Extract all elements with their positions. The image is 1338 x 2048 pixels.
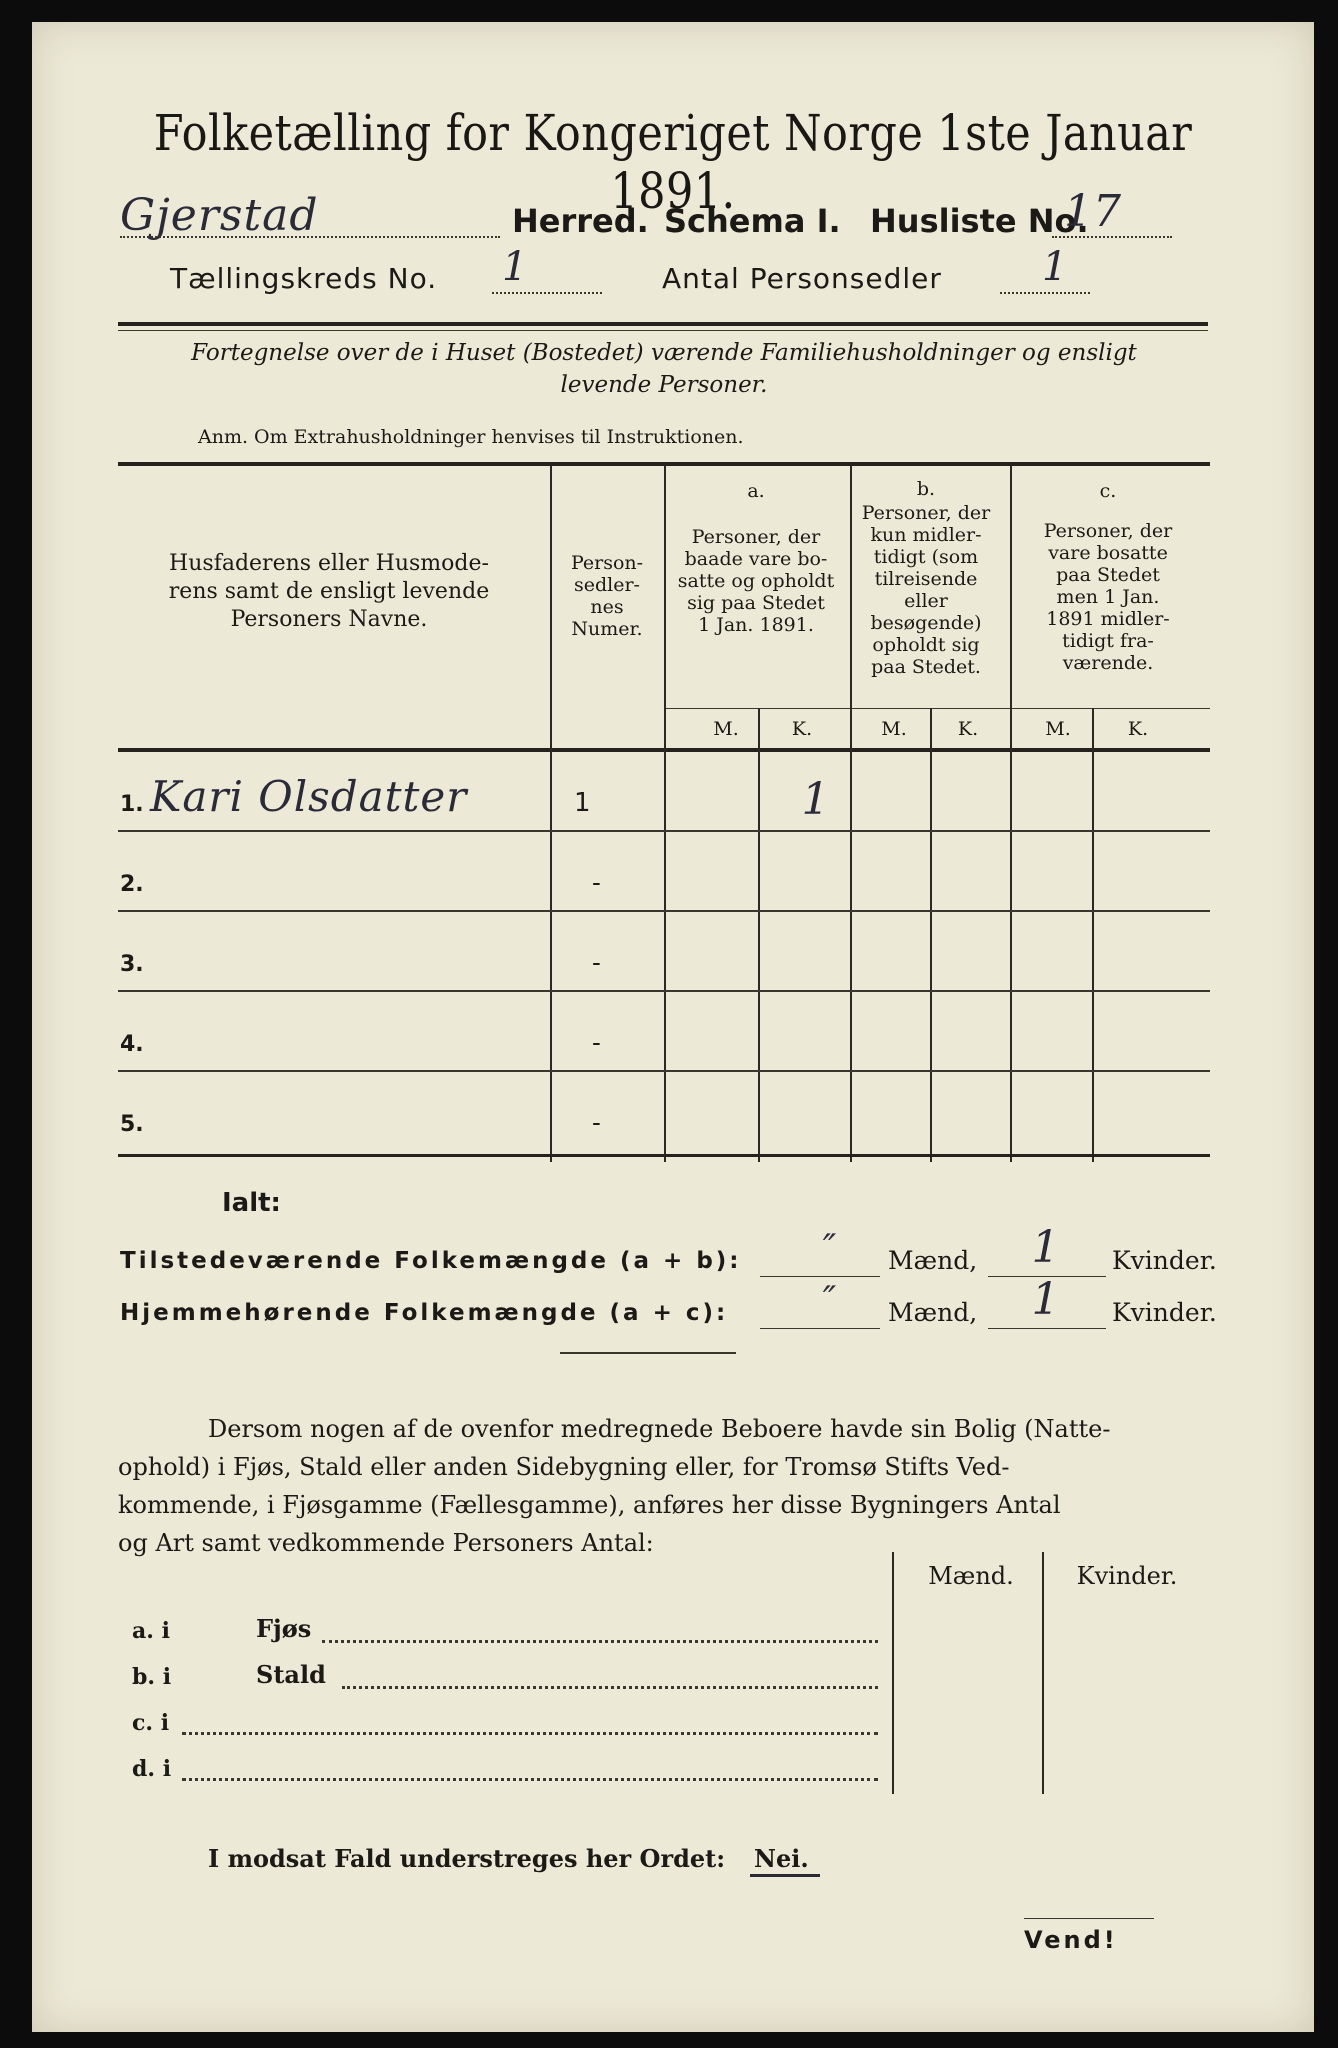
building-row-a-label: Fjøs: [256, 1614, 312, 1643]
col-num-line-2: sedler-: [574, 574, 640, 596]
col-a-header: [666, 526, 846, 636]
row-1-no: 1.: [120, 792, 144, 817]
col-name-line-3: Personers Navne.: [230, 607, 428, 632]
col-c-line-7: værende.: [1062, 652, 1154, 674]
total-line-1-maend: Mænd,: [888, 1246, 978, 1275]
row-1-num: 1: [574, 788, 591, 818]
intro-line-2: levende Personer.: [560, 372, 768, 398]
col-name-header: [118, 550, 540, 634]
total-line-2-k-rule: [988, 1328, 1106, 1329]
col-c-line-4: men 1 Jan.: [1056, 586, 1160, 608]
row-1-a-k: 1: [801, 774, 831, 825]
b-k-label: K.: [957, 718, 979, 740]
row-4-num: -: [592, 1028, 601, 1058]
total-line-2-m-rule: [760, 1328, 880, 1329]
col-b-letter: b.: [916, 478, 936, 500]
col-b-line-1: Personer, der: [861, 502, 991, 524]
intro-line-1: Fortegnelse over de i Huset (Bostedet) værende Familiehusholdninger og ensligt: [191, 340, 1137, 366]
col-num-header: [552, 552, 662, 640]
col-b-line-5: eller: [904, 590, 948, 612]
building-row-d-letter: d. i: [132, 1756, 172, 1782]
building-row-b-dots: [342, 1686, 878, 1689]
col-a-line-1: Personer, der: [691, 526, 821, 548]
col-c-line-5: 1891 midler-: [1046, 608, 1170, 630]
buildings-kvinder-header: Kvinder.: [1076, 1562, 1178, 1590]
col-c-header: [1008, 520, 1208, 674]
total-line-2-kvinder: Kvinder.: [1112, 1298, 1217, 1327]
nei-line: I modsat Fald understreges her Ordet:: [208, 1844, 726, 1873]
buildings-line-3: kommende, i Fjøsgamme (Fællesgamme), anføres her disse Bygningers Antal: [118, 1491, 1061, 1519]
census-form-page: [32, 22, 1314, 2032]
a-k-label: K.: [791, 718, 813, 740]
row-1-line: [118, 830, 1210, 832]
row-2-line: [118, 910, 1210, 912]
total-line-2-maend: Mænd,: [888, 1298, 978, 1327]
building-row-c-dots: [182, 1732, 878, 1735]
col-b-line-7: opholdt sig: [872, 634, 980, 656]
anm-note: Anm. Om Extrahusholdninger henvises til Instruktionen.: [198, 426, 744, 448]
vline-c-mk: [1092, 708, 1094, 1162]
col-b-line-3: tidigt (som: [873, 546, 979, 568]
col-a-line-3: satte og opholdt: [677, 570, 835, 592]
buildings-maend-header: Mænd.: [928, 1562, 1014, 1590]
building-row-a-dots: [322, 1640, 878, 1643]
total-line-2-label: Hjemmehørende Folkemængde (a + c):: [120, 1300, 729, 1326]
form-title: Folketælling for Kongeriget Norge 1ste Januar 1891.: [153, 104, 1193, 220]
buildings-line-2: ophold) i Fjøs, Stald eller anden Sidebygning eller, for Tromsø Stifts Ved-: [118, 1453, 1010, 1481]
row-3-line: [118, 990, 1210, 992]
row-5-no: 5.: [120, 1112, 144, 1137]
row-4-no: 4.: [120, 1032, 144, 1057]
col-b-line-2: kun midler-: [870, 524, 982, 546]
col-num-line-3: nes: [590, 596, 624, 618]
kreds-label: Tællingskreds No.: [170, 262, 438, 295]
col-c-line-1: Personer, der: [1043, 520, 1173, 542]
c-m-label: M.: [1045, 718, 1071, 740]
buildings-line-4: og Art samt vedkommende Personers Antal:: [118, 1529, 654, 1557]
section-divider: [560, 1352, 736, 1354]
personsedler-value: 1: [1042, 244, 1069, 290]
vline-a-mk: [758, 708, 760, 1162]
building-row-b-letter: b. i: [132, 1664, 172, 1690]
personsedler-dots: [1000, 292, 1090, 294]
col-num-line-1: Person-: [570, 552, 644, 574]
col-num-line-4: Numer.: [571, 618, 643, 640]
vline-num: [664, 466, 666, 1162]
personsedler-label: Antal Personsedler: [662, 262, 942, 295]
nei-word: Nei.: [754, 1844, 809, 1873]
row-5-num: -: [592, 1108, 601, 1138]
herred-label: Herred.: [512, 202, 649, 240]
col-b-header: [850, 502, 1002, 678]
col-c-line-6: tidigt fra-: [1062, 630, 1154, 652]
row-4-line: [118, 1070, 1210, 1072]
a-m-label: M.: [713, 718, 739, 740]
col-a-line-4: sig paa Stedet: [687, 592, 825, 614]
table-bottom-rule: [118, 1154, 1210, 1157]
total-line-1-k: 1: [1031, 1222, 1061, 1273]
vend-rule: [1024, 1918, 1154, 1919]
b-m-label: M.: [881, 718, 907, 740]
row-3-no: 3.: [120, 952, 144, 977]
total-line-1-m-rule: [760, 1276, 880, 1277]
building-row-b-label: Stald: [256, 1660, 326, 1689]
col-c-line-2: vare bosatte: [1048, 542, 1168, 564]
col-a-line-2: baade vare bo-: [684, 548, 828, 570]
buildings-vline-1: [892, 1552, 894, 1794]
total-line-1-label: Tilstedeværende Folkemængde (a + b):: [120, 1248, 742, 1274]
row-1-name: Kari Olsdatter: [150, 772, 468, 821]
buildings-vline-2: [1042, 1552, 1044, 1794]
col-a-letter: a.: [747, 480, 765, 502]
husliste-value: 17: [1064, 186, 1122, 237]
col-a-line-5: 1 Jan. 1891.: [698, 614, 814, 636]
c-k-label: K.: [1127, 718, 1149, 740]
building-row-a-letter: a. i: [132, 1618, 170, 1644]
header-rule: [118, 322, 1208, 326]
total-line-2-m: ″: [822, 1280, 838, 1321]
building-row-c-letter: c. i: [132, 1710, 170, 1736]
total-line-2-k: 1: [1031, 1274, 1061, 1325]
col-b-line-6: besøgende): [870, 612, 982, 634]
buildings-line-1: Dersom nogen af de ovenfor medregnede Beboere havde sin Bolig (Natte-: [208, 1415, 1111, 1443]
vline-b: [1010, 466, 1012, 1162]
ialt-label: Ialt:: [222, 1188, 281, 1218]
vline-a: [850, 466, 852, 1162]
row-3-num: -: [592, 948, 601, 978]
husliste-label: Husliste No.: [870, 202, 1089, 240]
schema-label: Schema I.: [664, 202, 841, 240]
col-b-line-8: paa Stedet.: [871, 656, 981, 678]
kreds-value: 1: [502, 244, 529, 290]
vend-label: Vend!: [1024, 1926, 1118, 1954]
col-c-letter: c.: [1099, 480, 1117, 502]
col-name-line-2: rens samt de ensligt levende: [168, 579, 490, 604]
herred-dots: [120, 236, 500, 238]
header-rule-thin: [118, 330, 1208, 331]
vline-b-mk: [930, 708, 932, 1162]
nei-underline: [750, 1874, 820, 1877]
mk-rule: [666, 708, 1210, 709]
buildings-paragraph: [118, 1410, 1210, 1562]
husliste-dots: [1052, 236, 1172, 238]
col-name-line-1: Husfaderens eller Husmode-: [169, 551, 489, 576]
row-2-num: -: [592, 868, 601, 898]
total-line-1-kvinder: Kvinder.: [1112, 1246, 1217, 1275]
row-2-no: 2.: [120, 872, 144, 897]
vline-name: [550, 466, 552, 1162]
col-b-line-4: tilreisende: [874, 568, 978, 590]
total-line-1-m: ″: [822, 1228, 838, 1269]
building-row-d-dots: [182, 1778, 878, 1781]
col-c-line-3: paa Stedet: [1056, 564, 1160, 586]
herred-value: Gjerstad: [120, 190, 319, 241]
kreds-dots: [492, 292, 602, 294]
